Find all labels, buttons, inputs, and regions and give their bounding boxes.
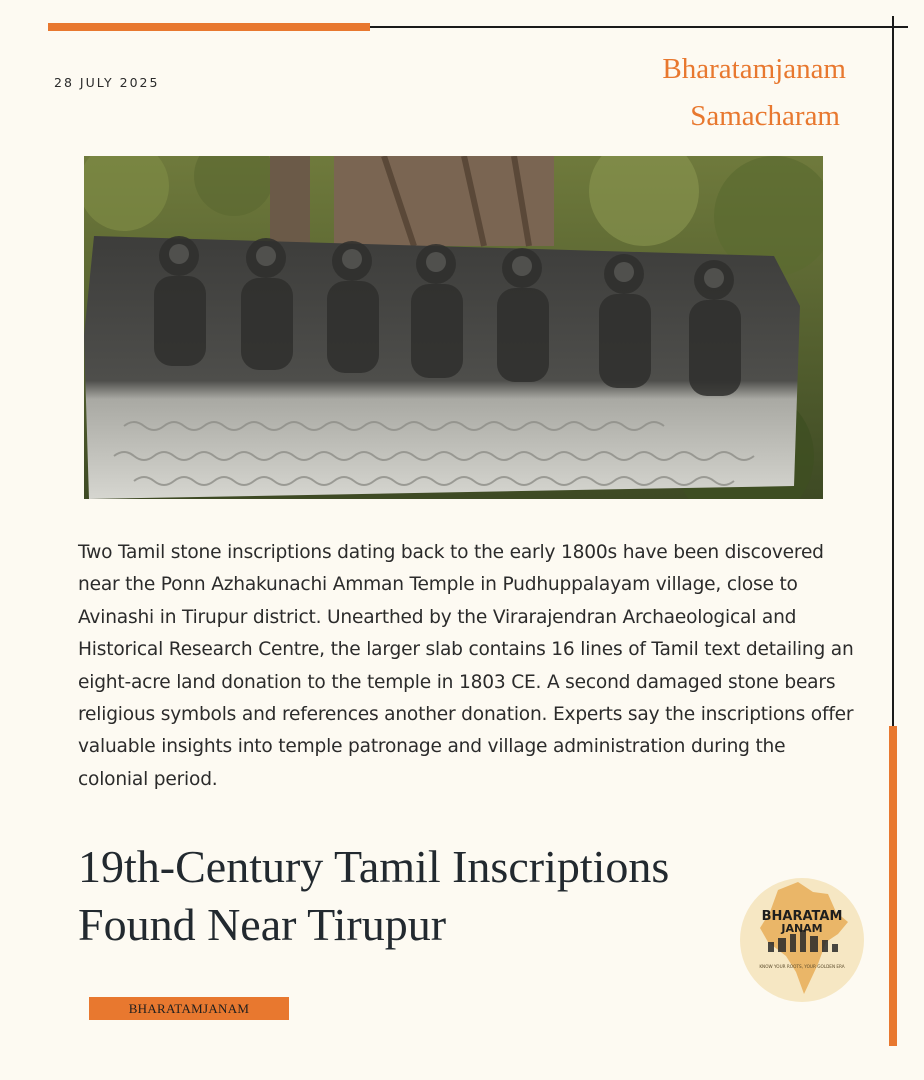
article-headline: 19th-Century Tamil Inscriptions Found Near Tirupur [78, 841, 670, 950]
brand-line-2: Samacharam [690, 100, 840, 132]
right-accent-bar [889, 726, 897, 1046]
inscription-stone-photo [84, 156, 823, 499]
bharatam-janam-logo [738, 872, 866, 1008]
source-tag: BHARATAMJANAM [89, 997, 289, 1020]
article-body: Two Tamil stone inscriptions dating back to the early 1800s have been discovered near the Ponn Azhakunachi Amman Temple in Pudhuppalayam village, close to Avinashi in Tirupur district. Unearthed by the Virarajendran Archaeological and Historical Research Centre, the larger slab contains 16 lines of Tamil text detailing an eight-acre land donation to the temple in 1803 CE. A second damaged stone bears religious symbols and references another donation. Experts say the inscriptions offer valuable insights into temple patronage and village administration during the colonial period. [78, 542, 854, 790]
top-rule [370, 26, 908, 28]
logo-line-1: BHARATAM [761, 909, 843, 924]
brand-line-1: Bharatamjanam [662, 53, 846, 85]
publish-date: 28 JULY 2025 [54, 75, 160, 90]
logo-tagline: KNOW YOUR ROOTS, YOUR GOLDEN ERA [759, 964, 845, 969]
logo-line-2: JANAM [781, 922, 823, 935]
right-rule [892, 16, 894, 726]
top-accent-bar [48, 23, 370, 31]
brand-name [586, 46, 846, 140]
